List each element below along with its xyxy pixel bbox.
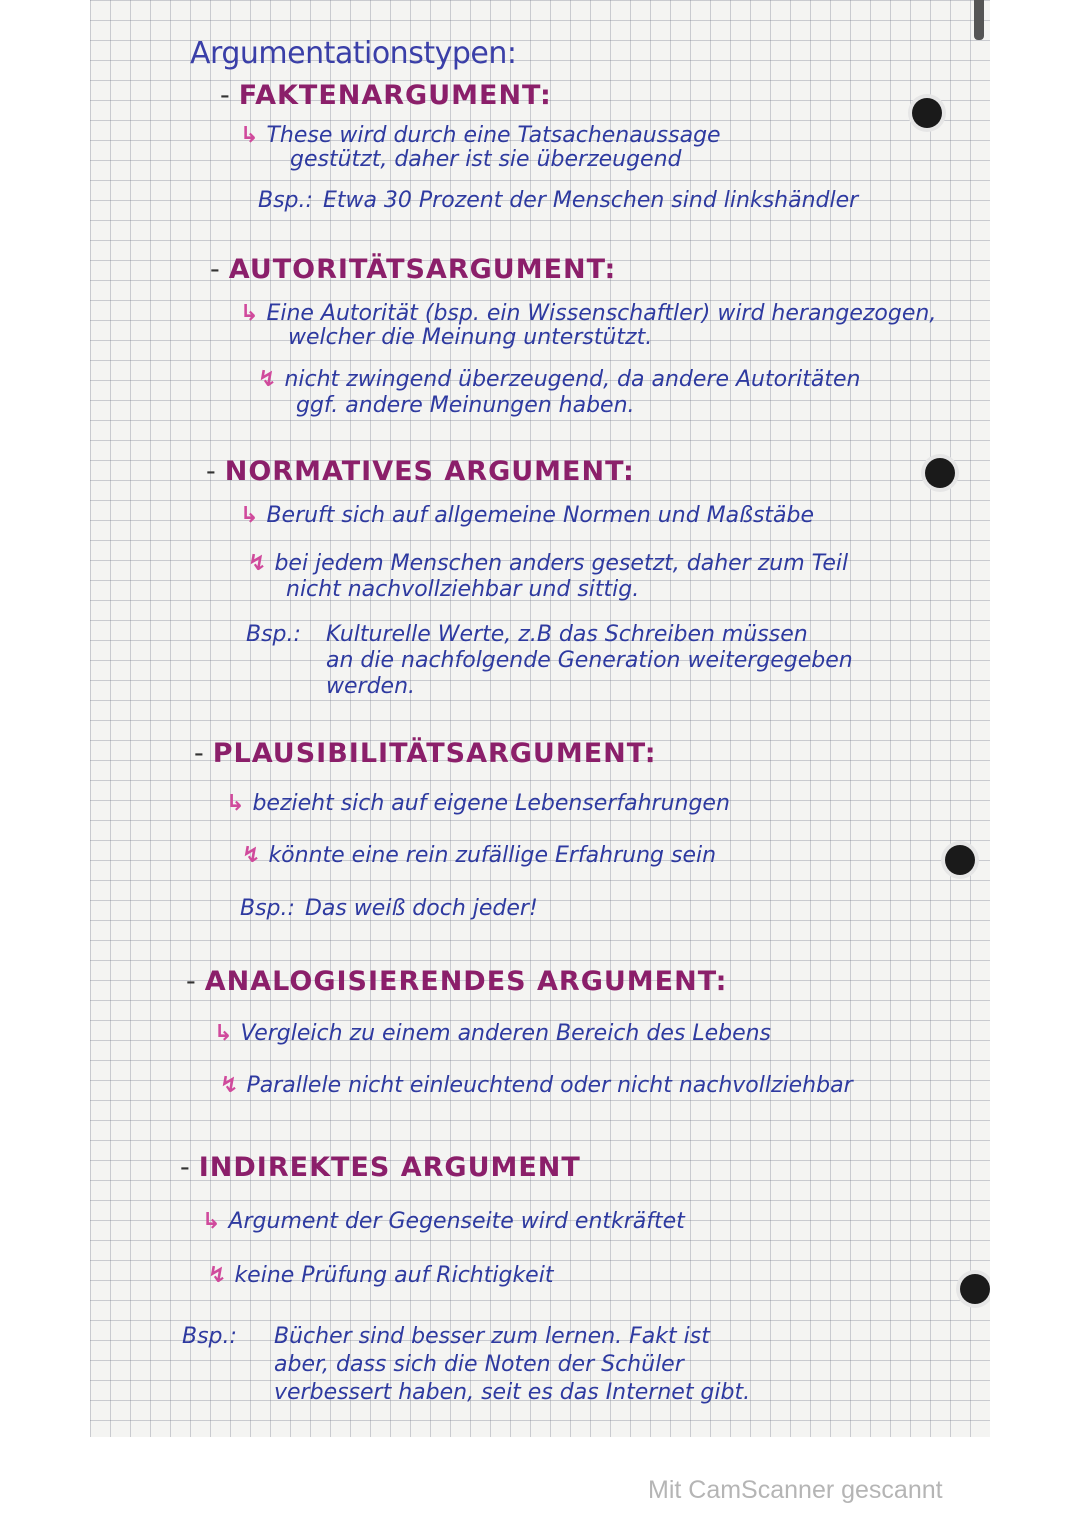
scanner-watermark: Mit CamScanner gescannt [648, 1476, 943, 1504]
section-line: ↳ Beruft sich auf allgemeine Normen und Maßstäbe [240, 503, 815, 528]
section-line: ↳ Vergleich zu einem anderen Bereich des Lebens [214, 1021, 772, 1046]
punch-hole [945, 845, 975, 875]
punch-hole [925, 458, 955, 488]
section-line: ↳ Eine Autorität (bsp. ein Wissenschaftler) wird herangezogen, [240, 301, 937, 326]
example-line: verbessert haben, seit es das Internet gibt. [274, 1380, 751, 1405]
notebook-page [90, 0, 990, 1437]
example-block: Bsp.: Etwa 30 Prozent der Menschen sind linkshändler [258, 188, 859, 213]
section-heading-plausibilitaet: - PLAUSIBILITÄTSARGUMENT: [194, 738, 657, 769]
section-line: ↳ bezieht sich auf eigene Lebenserfahrungen [226, 791, 730, 816]
arrow-icon: ↳ [240, 123, 259, 148]
example-line: aber, dass sich die Noten der Schüler [274, 1352, 684, 1377]
section-line: ↯ bei jedem Menschen anders gesetzt, daher zum Teil [248, 551, 849, 576]
arrow-icon: ↳ [240, 503, 259, 528]
section-line: nicht nachvollziehbar und sittig. [286, 577, 640, 602]
section-line: welcher die Meinung unterstützt. [288, 325, 653, 350]
section-line: ↳ These wird durch eine Tatsachenaussage [240, 123, 721, 148]
arrow-icon: ↳ [240, 301, 259, 326]
example-line: werden. [326, 674, 416, 699]
section-line: ↳ Argument der Gegenseite wird entkräftet [202, 1209, 685, 1234]
section-heading-autoritaet: - AUTORITÄTSARGUMENT: [210, 254, 617, 285]
binder-clip [974, 0, 984, 40]
arrow-icon: ↳ [214, 1021, 233, 1046]
example-label: Bsp.: [246, 622, 301, 647]
section-heading-fakten: - FAKTENARGUMENT: [220, 80, 552, 111]
lightning-icon: ↯ [220, 1073, 239, 1098]
section-line: ↯ könnte eine rein zufällige Erfahrung sein [242, 843, 717, 868]
section-line: ↯ nicht zwingend überzeugend, da andere Autoritäten [258, 367, 861, 392]
example-line: Kulturelle Werte, z.B das Schreiben müssen [326, 622, 808, 647]
example-block: Bsp.: Das weiß doch jeder! [240, 896, 538, 921]
lightning-icon: ↯ [208, 1263, 227, 1288]
section-line: ggf. andere Meinungen haben. [296, 393, 635, 418]
example-line: Bücher sind besser zum lernen. Fakt ist [274, 1324, 710, 1349]
arrow-icon: ↳ [226, 791, 245, 816]
lightning-icon: ↯ [258, 367, 277, 392]
section-line: ↯ keine Prüfung auf Richtigkeit [208, 1263, 554, 1288]
section-line: gestützt, daher ist sie überzeugend [290, 147, 682, 172]
arrow-icon: ↳ [202, 1209, 221, 1234]
example-line: an die nachfolgende Generation weitergegeben [326, 648, 853, 673]
example-label: Bsp.: [182, 1324, 237, 1349]
section-heading-normativ: - NORMATIVES ARGUMENT: [206, 456, 635, 487]
lightning-icon: ↯ [248, 551, 267, 576]
lightning-icon: ↯ [242, 843, 261, 868]
section-heading-analogisierend: - ANALOGISIERENDES ARGUMENT: [186, 966, 728, 997]
section-line: ↯ Parallele nicht einleuchtend oder nicht nachvollziehbar [220, 1073, 853, 1098]
section-heading-indirekt: - INDIREKTES ARGUMENT [180, 1152, 581, 1183]
punch-hole [960, 1274, 990, 1304]
punch-hole [912, 98, 942, 128]
page-title: Argumentationstypen: [190, 36, 517, 71]
